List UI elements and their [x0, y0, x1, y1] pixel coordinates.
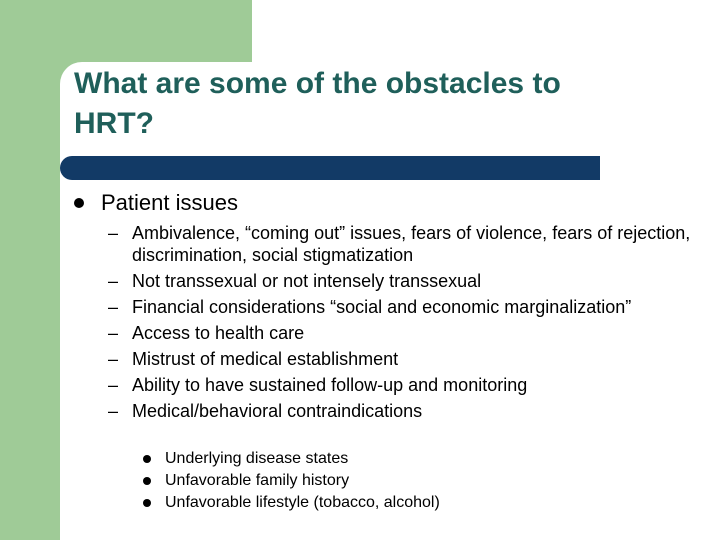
- contraindications-list: [140, 448, 700, 514]
- contraindication-text: Underlying disease states: [165, 450, 349, 467]
- list-item: [108, 222, 708, 266]
- bullet-icon: [143, 455, 151, 463]
- dash-icon: –: [108, 401, 119, 421]
- sub-points-list: [108, 222, 708, 426]
- dash-icon: –: [108, 375, 119, 395]
- list-item: [140, 470, 700, 492]
- dash-icon: –: [108, 349, 119, 369]
- list-item: [140, 492, 700, 514]
- bullet-icon: [74, 198, 84, 208]
- list-item: [108, 348, 708, 370]
- slide-title: What are some of the obstacles to HRT?: [74, 67, 561, 140]
- list-item: [108, 296, 708, 318]
- list-item: [140, 448, 700, 470]
- contraindication-text: Unfavorable family history: [165, 472, 350, 489]
- sub-point-text: Ability to have sustained follow-up and monitoring: [132, 375, 528, 395]
- list-item: [108, 400, 708, 422]
- sub-point-text: Financial considerations “social and economic marginalization”: [132, 297, 632, 317]
- sub-point-text: Ambivalence, “coming out” issues, fears of violence, fears of rejection, discrimination, social stigmatization: [132, 223, 691, 265]
- dash-icon: –: [108, 297, 119, 317]
- dash-icon: –: [108, 323, 119, 343]
- sub-point-text: Access to health care: [132, 323, 305, 343]
- main-point: Patient issues: [101, 190, 238, 215]
- title-underline-bar: [60, 156, 600, 180]
- dash-icon: –: [108, 271, 119, 291]
- sub-point-text: Mistrust of medical establishment: [132, 349, 399, 369]
- dash-icon: –: [108, 223, 119, 243]
- list-item: [108, 270, 708, 292]
- sub-point-text: Not transsexual or not intensely transsexual: [132, 271, 482, 291]
- bullet-icon: [143, 477, 151, 485]
- list-item: [108, 322, 708, 344]
- bullet-icon: [143, 499, 151, 507]
- contraindication-text: Unfavorable lifestyle (tobacco, alcohol): [165, 494, 440, 511]
- list-item: [108, 374, 708, 396]
- sub-point-text: Medical/behavioral contraindications: [132, 401, 423, 421]
